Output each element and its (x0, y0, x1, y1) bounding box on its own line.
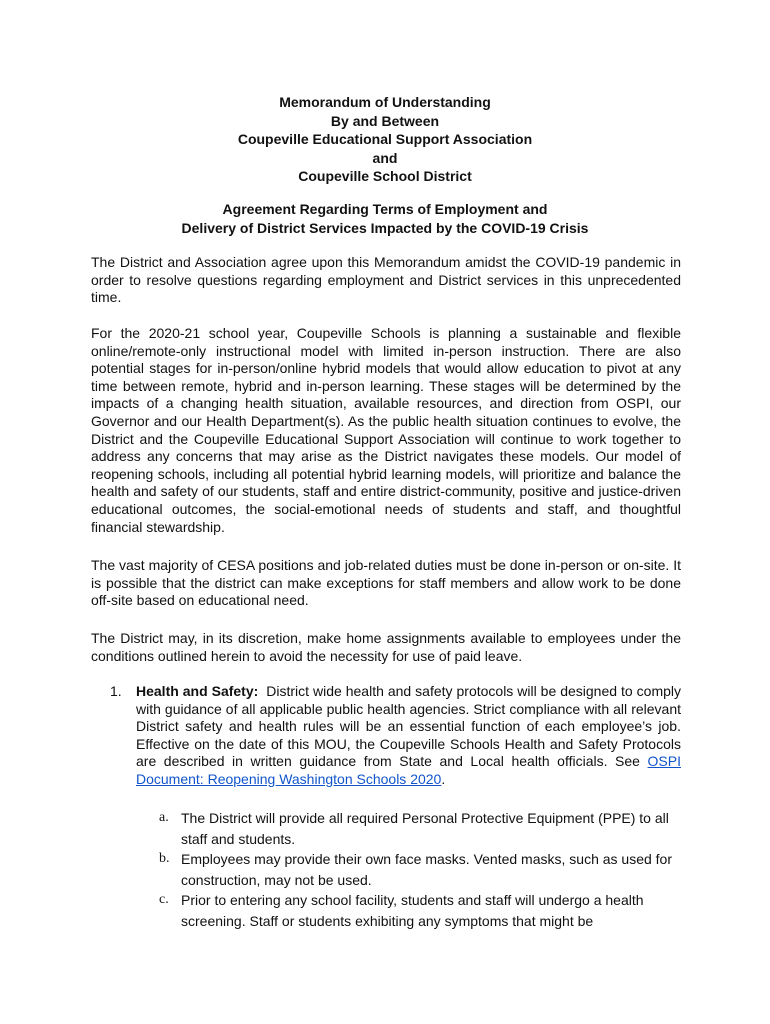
health-safety-sublist (159, 808, 679, 931)
sublist-item-ppe (159, 808, 679, 849)
list-item-body (136, 683, 681, 789)
sublist-marker: b. (159, 851, 170, 866)
sublist-text: The District will provide all required Personal Protective Equipment (PPE) to all staff and students. (181, 810, 669, 847)
school-year-paragraph: For the 2020-21 school year, Coupeville Schools is planning a sustainable and flexible online/remote-only instructional model with limited in-person instruction. There are also potential stages for in-person/online hybrid models that would allow education to pivot at any time between remote, hybrid and in-person learning. These stages will be determined by the impacts of a changing health situation, available resources, and direction from OSPI, our Governor and our Health Department(s). As the public health situation continues to evolve, the District and the Coupeville Educational Support Association will continue to work together to address any concerns that may arise as the District navigates these models. Our model of reopening schools, including all potential hybrid learning models, will prioritize and balance the health and safety of our students, staff and entire district-community, positive and justice-driven educational outcomes, the social-emotional needs of students and staff, and thoughtful financial stewardship. (91, 325, 681, 535)
list-item-health-and-safety (110, 683, 681, 789)
subtitle-line: Agreement Regarding Terms of Employment and (222, 201, 548, 217)
home-assignments-paragraph: The District may, in its discretion, make home assignments available to employees under the conditions outlined herein to avoid the necessity for use of paid leave. (91, 630, 681, 664)
sublist-text: Employees may provide their own face masks. Vented masks, such as used for construction, may not be used. (181, 851, 673, 888)
subtitle-line: Delivery of District Services Impacted by the COVID-19 Crisis (181, 219, 589, 236)
sublist-marker: c. (159, 892, 169, 907)
intro-paragraph: The District and Association agree upon this Memorandum amidst the COVID-19 pandemic in order to resolve questions regarding employment and District services in this unprecedented time. (91, 254, 681, 306)
sublist-item-face-masks (159, 849, 679, 890)
title-line: By and Between (330, 112, 440, 129)
list-item-period: . (441, 770, 446, 787)
cesa-positions-paragraph: The vast majority of CESA positions and job-related duties must be done in-person or on-site. It is possible that the district can make exceptions for staff members and allow work to be done off-site based on educational need. (91, 557, 681, 609)
list-item-text: District wide health and safety protocols will be designed to comply with guidance of all applicable public health agencies. Strict compliance with all relevant District safety and health rules will be an essential function of each employee’s job. Effective on the date of this MOU, the Coupeville Schools Health and Safety Protocols are described in written guidance from State and Local health officials. See (136, 683, 681, 770)
sublist-marker: a. (159, 810, 169, 825)
title-line: Coupeville School District (298, 168, 472, 184)
sublist-item-health-screening (159, 890, 679, 931)
title-line: and (372, 149, 398, 166)
title-line: Memorandum of Understanding (279, 94, 491, 110)
agreement-subtitle (0, 200, 770, 237)
ospi-document-link[interactable]: OSPI Document: Reopening Washington Schools 2020 (136, 753, 681, 787)
title-line: Coupeville Educational Support Association (237, 131, 533, 147)
list-item-number: 1. (110, 683, 122, 699)
memorandum-title (0, 93, 770, 186)
list-item-heading: Health and Safety: (136, 683, 259, 699)
sublist-text: Prior to entering any school facility, students and staff will undergo a health screening. Staff or students exhibiting any symptoms that might be (181, 892, 644, 929)
